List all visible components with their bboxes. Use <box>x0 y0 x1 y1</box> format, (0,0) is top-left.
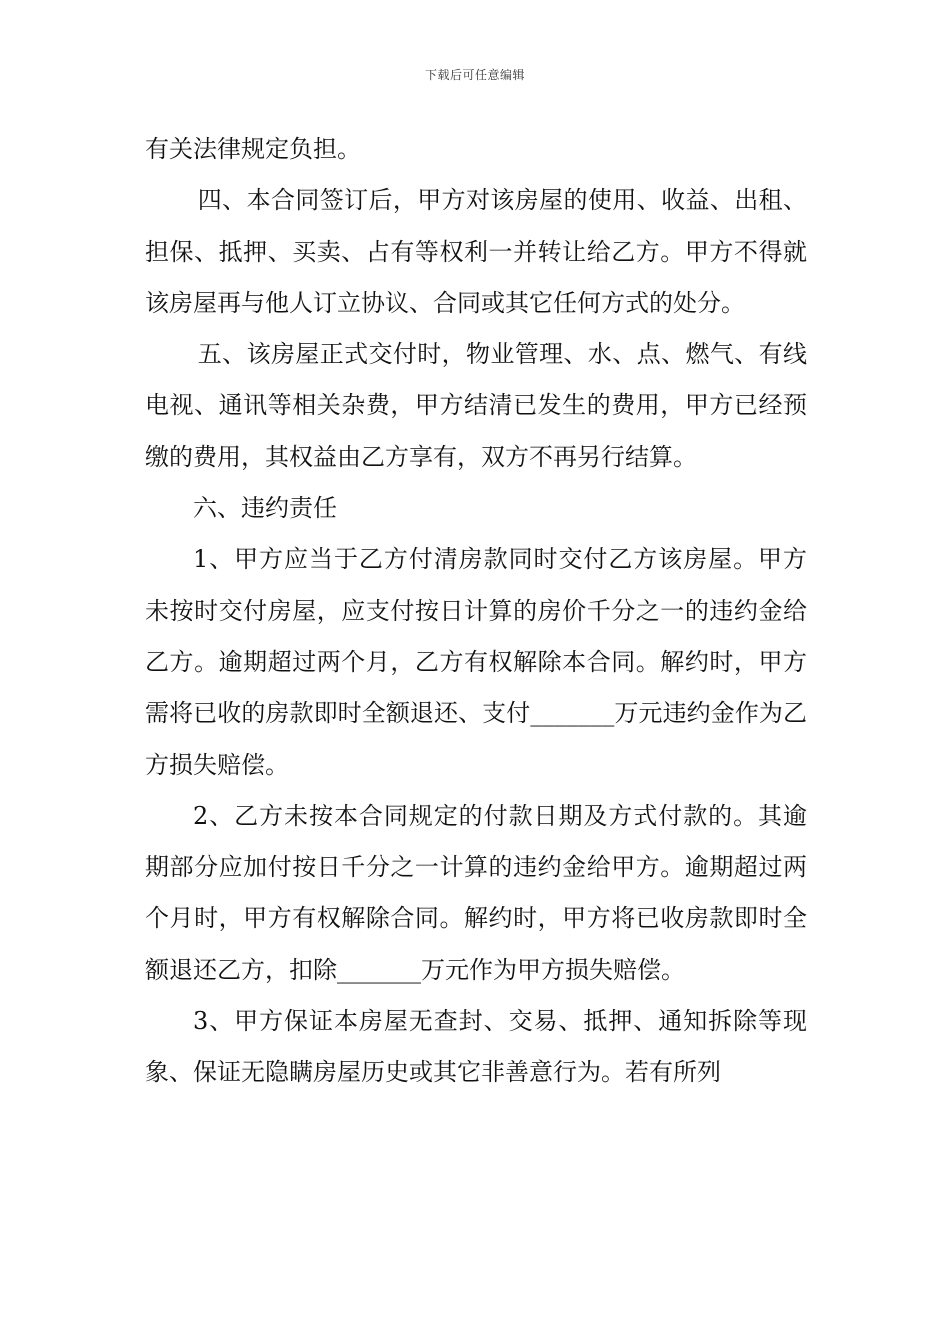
document-body <box>145 124 807 1099</box>
paragraph-clause-5: 五、该房屋正式交付时，物业管理、水、点、燃气、有线电视、通讯等相关杂费，甲方结清已发生的费用，甲方已经预缴的费用，其权益由乙方享有，双方不再另行结算。 <box>145 340 807 471</box>
section-heading-breach: 六、违约责任 <box>193 494 337 523</box>
paragraph-breach-3: 3、甲方保证本房屋无查封、交易、抵押、通知拆除等现象、保证无隐瞒房屋历史或其它非善意行为。若有所列 <box>145 1007 807 1087</box>
paragraph-continuation: 有关法律规定负担。 <box>145 135 361 163</box>
paragraph-clause-4: 四、本合同签订后，甲方对该房屋的使用、收益、出租、担保、抵押、买卖、占有等权利一并转让给乙方。甲方不得就该房屋再与他人订立协议、合同或其它任何方式的处分。 <box>145 186 807 317</box>
page-header-note: 下载后可任意编辑 <box>424 68 525 82</box>
paragraph-breach-2: 2、乙方未按本合同规定的付款日期及方式付款的。其逾期部分应加付按日千分之一计算的违约金给甲方。逾期超过两个月时，甲方有权解除合同。解约时，甲方将已收房款即时全额退还乙方，扣除_______万元作为甲方损失赔偿。 <box>145 801 807 984</box>
paragraph-breach-1: 1、甲方应当于乙方付清房款同时交付乙方该房屋。甲方未按时交付房屋，应支付按日计算的房价千分之一的违约金给乙方。逾期超过两个月，乙方有权解除本合同。解约时，甲方需将已收的房款即时全额退还、支付_______万元违约金作为乙方损失赔偿。 <box>145 545 807 779</box>
